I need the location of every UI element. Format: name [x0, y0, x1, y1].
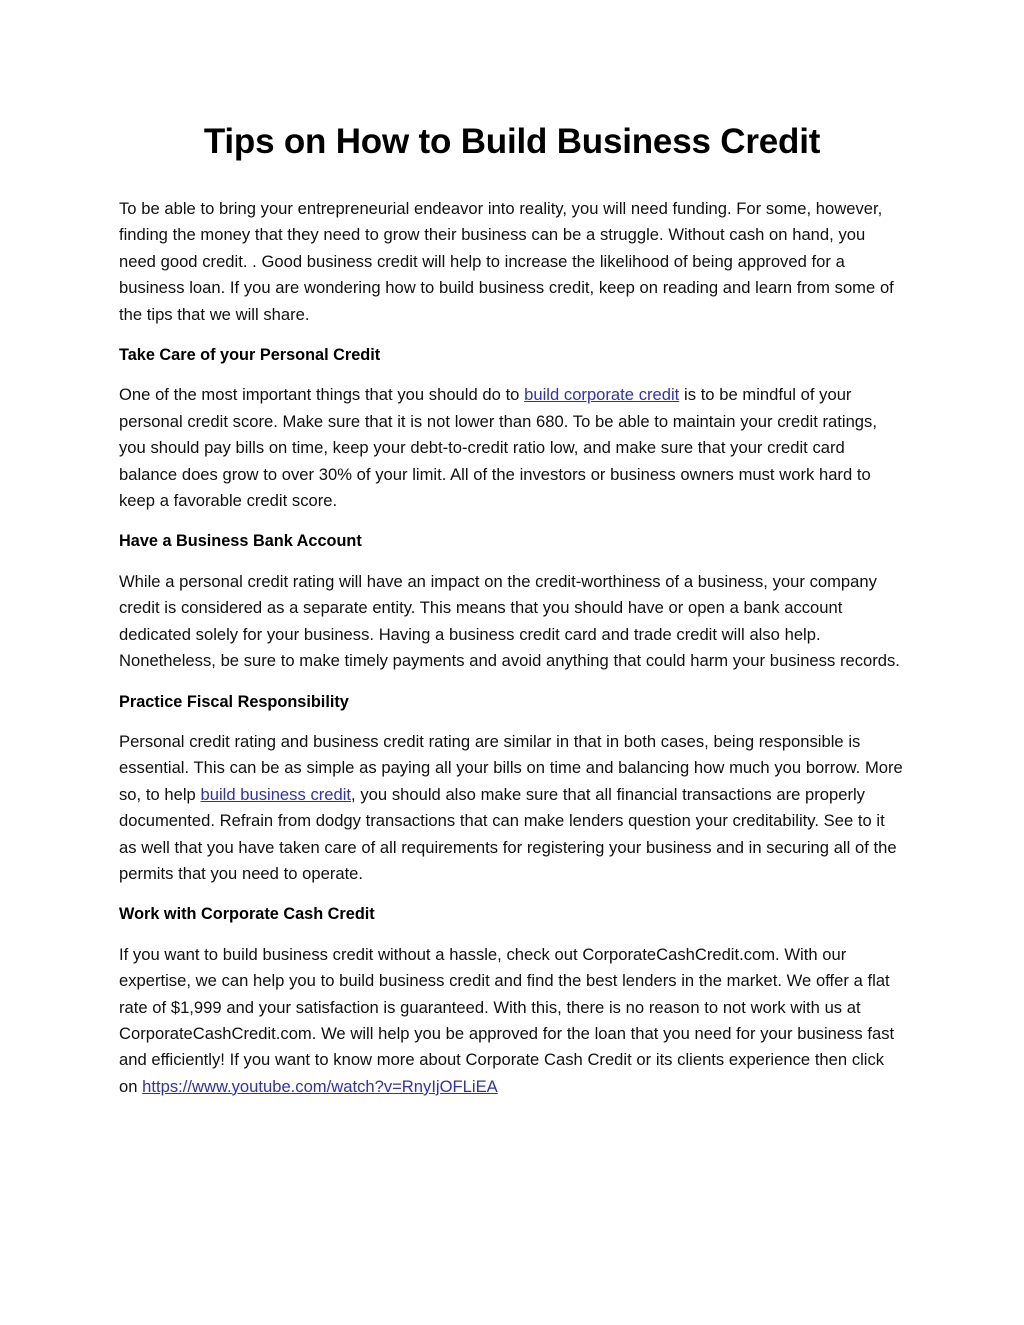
fiscal-responsibility-paragraph — [119, 729, 906, 887]
personal-credit-paragraph — [119, 382, 906, 514]
corporate-cash-credit-paragraph-hyperlink[interactable]: https://www.youtube.com/watch?v=RnyIjOFLiEA — [142, 1076, 498, 1096]
corporate-cash-credit-paragraph — [119, 942, 906, 1100]
fiscal-responsibility-paragraph-hyperlink[interactable]: build business credit — [200, 784, 352, 804]
heading-bank-account: Have a Business Bank Account — [119, 532, 362, 551]
personal-credit-paragraph-text-before: One of the most important things that you should do to — [119, 385, 525, 405]
bank-account-paragraph: While a personal credit rating will have an impact on the credit-worthiness of a business, your company credit is considered as a separate entity. This means that you should have or open a bank account dedicated solely for your business. Having a business credit card and trade credit will also help. Nonetheless, be sure to make timely payments and avoid anything that could harm your business records. — [119, 571, 900, 671]
heading-personal-credit: Take Care of your Personal Credit — [119, 346, 381, 365]
fiscal-responsibility-paragraph-text-before: Personal credit rating and business credit rating are similar in that in both cases, being responsible is essential. This can be as simple as paying all your bills on time and balancing how much you borrow. More so, to help — [119, 731, 903, 804]
heading-corporate-cash-credit: Work with Corporate Cash Credit — [119, 905, 375, 924]
fiscal-responsibility-paragraph-text-after: , you should also make sure that all financial transactions are properly documented. Refrain from dodgy transactions that can make lenders question your creditability. See to it as well that you have taken care of all requirements for registering your business and in securing all of the permits that you need to operate. — [119, 784, 897, 883]
intro-paragraph: To be able to bring your entrepreneurial endeavor into reality, you will need funding. For some, however, finding the money that they need to grow their business can be a struggle. Without cash on hand, you need good credit. . Good business credit will help to increase the likelihood of being approved for a business loan. If you are wondering how to build business credit, keep on reading and learn from some of the tips that we will share. — [119, 199, 894, 324]
document-body — [119, 196, 906, 1114]
page-title: Tips on How to Build Business Credit — [203, 122, 821, 161]
heading-fiscal-responsibility: Practice Fiscal Responsibility — [119, 692, 349, 711]
personal-credit-paragraph-text-after: is to be mindful of your personal credit score. Make sure that it is not lower than 680. To be able to maintain your credit ratings, you should pay bills on time, keep your debt-to-credit ratio low, and make sure that your credit card balance does grow to over 30% of your limit. All of the investors or business owners must work hard to keep a favorable credit score. — [119, 385, 877, 511]
corporate-cash-credit-paragraph-text-before: If you want to build business credit without a hassle, check out CorporateCashCredit.com. With our expertise, we can help you to build business credit and find the best lenders in the market. We offer a flat rate of $1,999 and your satisfaction is guaranteed. With this, there is no reason to not work with us at CorporateCashCredit.com. We will help you be approved for the loan that you need for your business fast and efficiently! If you want to know more about Corporate Cash Credit or its clients experience then click on — [119, 944, 895, 1096]
personal-credit-paragraph-hyperlink[interactable]: build corporate credit — [524, 385, 680, 405]
